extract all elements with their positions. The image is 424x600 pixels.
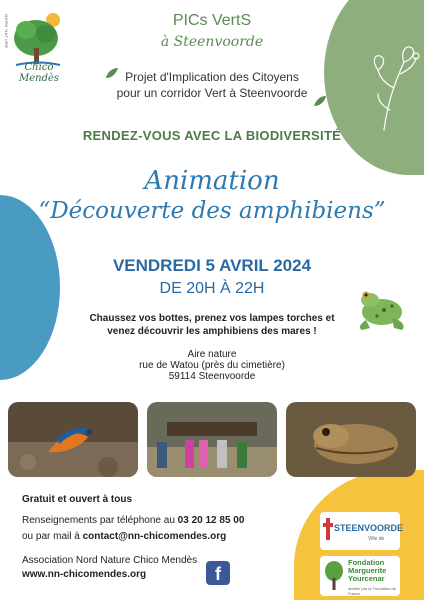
steenvoorde-logo: [320, 512, 404, 550]
mail-info: [22, 531, 226, 542]
free-access-text: Gratuit et ouvert à tous: [22, 494, 133, 505]
fondation-name: [348, 559, 386, 583]
mail-prefix: ou par mail à: [22, 531, 83, 542]
town-subtitle: à Steenvoorde: [160, 34, 264, 50]
boots-photo: [147, 402, 277, 477]
steenvoorde-sub: Ville de: [368, 536, 385, 542]
event-hours: DE 20H À 22H: [159, 280, 265, 297]
page-title: PICs VertS: [172, 12, 252, 29]
project-line-2: pour un corridor Vert à Steenvoorde: [116, 86, 308, 100]
logo-name: Chico Mendès: [18, 62, 60, 84]
phone-number[interactable]: 03 20 12 85 00: [177, 515, 245, 526]
frog-photo: [286, 402, 416, 477]
fondation-line-1: Fondation: [348, 558, 385, 567]
website-link[interactable]: www.nn-chicomendes.org: [22, 569, 147, 580]
email-link[interactable]: contact@nn-chicomendes.org: [82, 531, 227, 542]
fondation-sub: abritée par la Fondation de France: [348, 586, 396, 596]
fondation-tree-icon: [324, 560, 344, 592]
address-line-3: 59114 Steenvoorde: [168, 371, 256, 382]
facebook-icon[interactable]: f: [206, 561, 230, 585]
steenvoorde-cross-icon: [323, 518, 333, 540]
association-name: Association Nord Nature Chico Mendès: [22, 555, 198, 566]
newt-photo: [8, 402, 138, 477]
invite-line-1: Chaussez vos bottes, prenez vos lampes torches et: [89, 313, 335, 324]
animation-heading: Animation: [144, 166, 280, 196]
event-title: “Découverte des amphibiens”: [38, 198, 386, 224]
logo-vertical-text: NORD NATURE: [4, 14, 9, 49]
phone-info: [22, 515, 244, 526]
address-line-2: rue de Watou (près du cimetière): [139, 360, 285, 371]
fondation-line-3: Yourcenar: [348, 574, 385, 583]
fondation-line-2: Marguerite: [348, 566, 387, 575]
event-date: VENDREDI 5 AVRIL 2024: [112, 256, 312, 275]
rdv-heading: RENDEZ-VOUS AVEC LA BIODIVERSITÉ: [82, 128, 342, 143]
fondation-logo: [320, 556, 400, 596]
phone-prefix: Renseignements par téléphone au: [22, 515, 178, 526]
address-line-1: Aire nature: [187, 349, 237, 360]
project-line-1: Projet d'Implication des Citoyens: [125, 70, 299, 84]
steenvoorde-name: STEENVOORDE: [334, 523, 404, 533]
leaf-right-icon: [312, 94, 328, 108]
invite-line-2: venez découvrir les amphibiens des mares !: [107, 326, 317, 337]
